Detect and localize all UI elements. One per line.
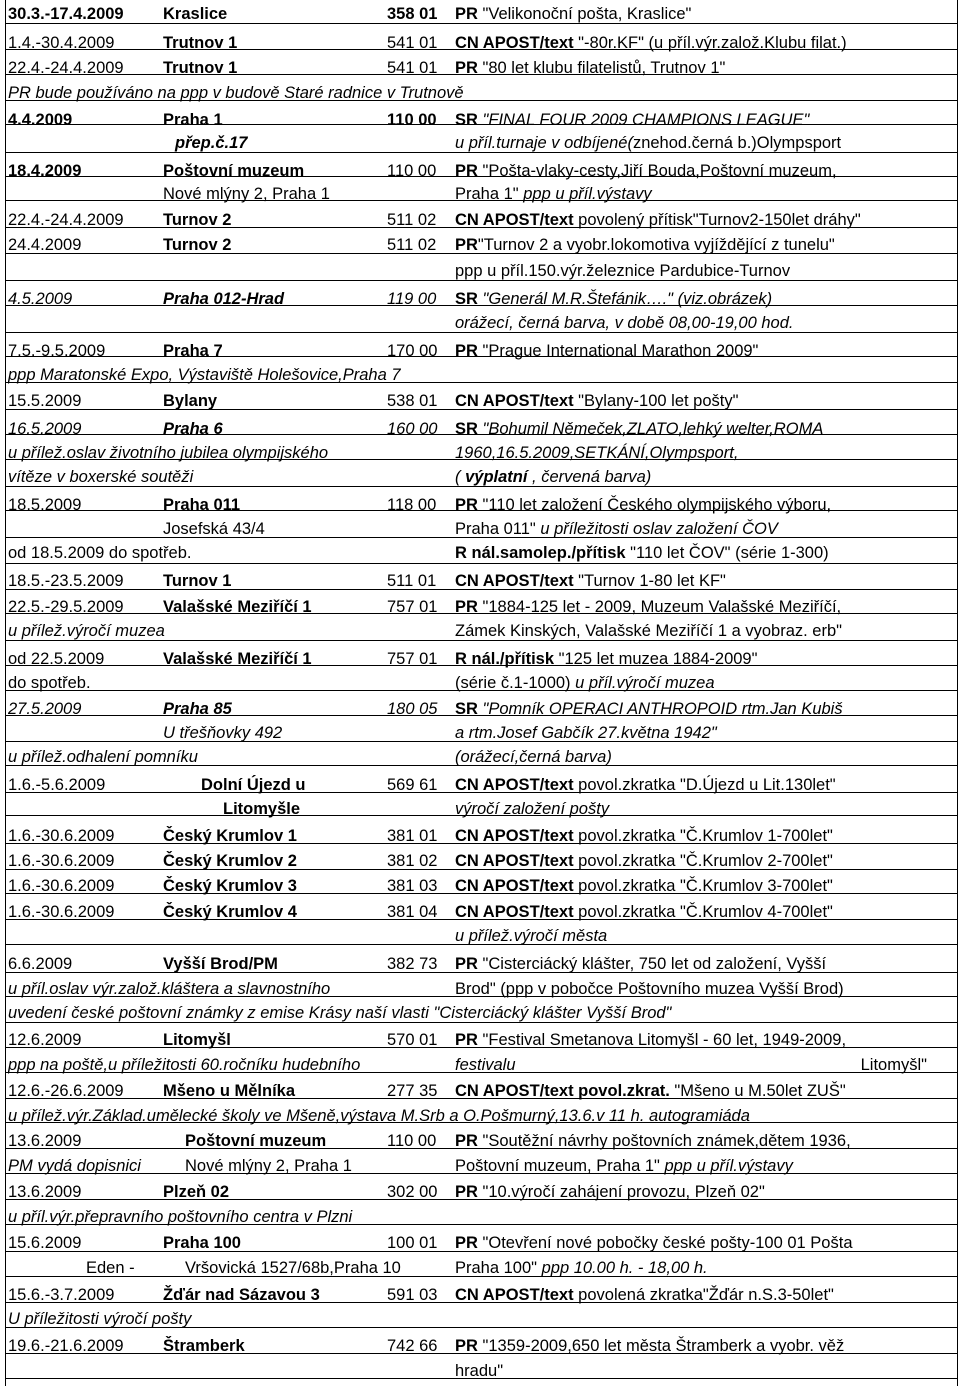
entry-note: PM vydá dopisnici <box>8 1157 141 1175</box>
postmark-description <box>455 851 957 871</box>
entry-date: 22.5.-29.5.2009 <box>8 598 124 616</box>
post-office: Český Krumlov 2 <box>163 852 297 870</box>
entry-date: 1.6.-30.6.2009 <box>8 877 115 895</box>
postal-code: 119 00 <box>387 290 437 308</box>
description-segment: "Soutěžní návrhy poštovních známek,dětem 1936, <box>477 1132 851 1150</box>
post-office: Praha 6 <box>163 420 223 438</box>
entry-date: 22.4.-24.4.2009 <box>8 211 124 229</box>
description-segment: CN APOST/text <box>455 211 574 229</box>
border-rule <box>957 0 958 1386</box>
post-office: Štramberk <box>163 1337 245 1355</box>
postmark-description <box>455 1081 957 1101</box>
postmark-description <box>455 133 957 153</box>
postmark-description <box>455 747 957 767</box>
postal-code: 381 03 <box>387 877 438 895</box>
post-office: Turnov 1 <box>163 572 232 590</box>
post-office: Kraslice <box>163 5 228 23</box>
entry-date: do spotřeb. <box>8 674 91 692</box>
postmark-description <box>455 926 957 946</box>
row-rule <box>5 563 958 564</box>
description-segment: povol.zkratka "D.Újezd u Lit.130let" <box>573 776 836 794</box>
postmark-description <box>455 1233 957 1253</box>
entry-date: od 22.5.2009 <box>8 650 105 668</box>
entry-date: 13.6.2009 <box>8 1183 82 1201</box>
postal-code: 538 01 <box>387 392 438 410</box>
description-segment: PR <box>455 1183 478 1201</box>
description-segment: (série č.1-1000) <box>455 674 576 692</box>
entry-note: U příležitosti výročí pošty <box>8 1310 192 1328</box>
description-segment: R nál./přítisk <box>455 650 555 668</box>
post-office: Nové mlýny 2, Praha 1 <box>163 185 330 203</box>
description-segment: PR <box>455 1337 478 1355</box>
post-office: Vyšší Brod/PM <box>163 955 278 973</box>
description-segment: "125 let muzea 1884-2009" <box>554 650 758 668</box>
description-segment: ppp u příl.150.výr.železnice Pardubice-Turnov <box>455 262 791 280</box>
description-segment: výplatní <box>465 468 528 486</box>
entry-note: vítěze v boxerské soutěži <box>8 468 194 486</box>
description-segment: "Generál M.R.Štefánik…." (viz.obrázek) <box>477 290 773 308</box>
postmark-description <box>455 289 957 309</box>
postmark-description <box>455 1336 957 1356</box>
post-office: Český Krumlov 4 <box>163 903 297 921</box>
description-segment: "Festival Smetanova Litomyšl - 60 let, 1949-2009, <box>477 1031 847 1049</box>
entry-date: 1.4.-30.4.2009 <box>8 34 115 52</box>
entry-date: 27.5.2009 <box>8 700 82 718</box>
postal-code: 757 01 <box>387 598 438 616</box>
postmark-description <box>455 4 957 24</box>
postal-code: 381 01 <box>387 827 438 845</box>
postmark-description <box>455 33 957 53</box>
entry-note: u příl.výr.přepravního poštovního centra v Plzni <box>8 1208 353 1226</box>
post-office: Turnov 2 <box>163 236 232 254</box>
postmark-description <box>455 110 957 130</box>
description-segment: festivalu <box>455 1056 516 1074</box>
entry-note: u příl.oslav výr.založ.kláštera a slavnostního <box>8 980 331 998</box>
entry-date: 15.5.2009 <box>8 392 82 410</box>
post-office: Český Krumlov 1 <box>163 827 297 845</box>
description-segment: , červená barva) <box>527 468 652 486</box>
description-segment: Praha 1" <box>455 185 524 203</box>
post-office: Český Krumlov 3 <box>163 877 297 895</box>
description-segment: SR <box>455 111 478 129</box>
entry-note: u přílež.odhalení pomníku <box>8 748 198 766</box>
postmark-description <box>455 313 957 333</box>
description-segment: "Pošta-vlaky-cesty,Jiří Bouda,Poštovní muzeum, <box>477 162 837 180</box>
description-segment: PR <box>455 1234 478 1252</box>
description-segment: "1884-125 let - 2009, Muzeum Valašské Meziříčí, <box>477 598 842 616</box>
post-office: Bylany <box>163 392 218 410</box>
entry-note: ppp na poště,u příležitosti 60.ročníku hudebního <box>8 1056 361 1074</box>
description-segment: znehod.černá b.)Olympsport <box>632 134 842 152</box>
entry-note: u přílež.výročí muzea <box>8 622 165 640</box>
postmark-description <box>455 235 957 255</box>
postal-code: 381 04 <box>387 903 438 921</box>
description-segment: Brod" (ppp v pobočce Poštovního muzea Vyšší Brod) <box>455 980 844 998</box>
postmark-description <box>455 649 957 669</box>
description-segment: CN APOST/text <box>455 572 574 590</box>
description-segment: u příl.výročí muzea <box>575 674 715 692</box>
description-segment: "110 let ČOV" (série 1-300) <box>625 544 829 562</box>
postal-code: 170 00 <box>387 342 438 360</box>
description-segment: povol.zkratka "Č.Krumlov 2-700let" <box>573 852 833 870</box>
description-segment: "Otevření nové pobočky české pošty-100 01 Pošta <box>477 1234 853 1252</box>
description-segment: "1359-2009,650 let města Štramberk a vyobr. věž <box>477 1337 845 1355</box>
description-segment: PR <box>455 598 478 616</box>
postal-code: 511 02 <box>387 236 437 254</box>
postmark-description <box>455 467 957 487</box>
description-segment: SR <box>455 420 478 438</box>
postmark-description <box>455 699 957 719</box>
description-segment: Praha 100" <box>455 1259 542 1277</box>
description-segment: (orážecí,černá barva) <box>455 748 612 766</box>
entry-date: 1.6.-30.6.2009 <box>8 903 115 921</box>
entry-date: 1.6.-30.6.2009 <box>8 852 115 870</box>
border-rule <box>5 0 6 1386</box>
post-office: Trutnov 1 <box>163 34 238 52</box>
description-segment: povol.zkratka "Č.Krumlov 3-700let" <box>573 877 833 895</box>
postmark-description <box>455 876 957 896</box>
post-office: Turnov 2 <box>163 211 232 229</box>
description-segment: Zámek Kinských, Valašské Meziříčí 1 a vyobraz. erb" <box>455 622 843 640</box>
post-office: Praha 100 <box>163 1234 241 1252</box>
postmark-description <box>455 1030 957 1050</box>
description-segment: Praha 011" <box>455 520 541 538</box>
description-segment: SR <box>455 290 478 308</box>
description-segment: Litomyšl" <box>860 1056 927 1074</box>
description-segment: PR <box>455 955 478 973</box>
description-segment: CN APOST/text <box>455 1286 574 1304</box>
description-segment: PR <box>455 162 478 180</box>
description-segment: CN APOST/text <box>455 776 574 794</box>
description-segment: PR <box>455 59 478 77</box>
post-office: přep.č.17 <box>175 134 248 152</box>
description-segment: "Turnov 2 a vyobr.lokomotiva vyjíždějící z tunelu" <box>477 236 835 254</box>
postal-code: 511 01 <box>387 572 437 590</box>
postmark-description <box>455 341 957 361</box>
description-segment: "110 let založení Českého olympijského výboru, <box>477 496 832 514</box>
description-segment: "Prague International Marathon 2009" <box>477 342 759 360</box>
postal-code: 110 00 <box>387 162 437 180</box>
post-office: Praha 1 <box>163 111 223 129</box>
postmark-description <box>455 775 957 795</box>
post-office-address: Nové mlýny 2, Praha 1 <box>185 1157 352 1175</box>
postal-code: 381 02 <box>387 852 438 870</box>
post-office: Valašské Meziříčí 1 <box>163 598 312 616</box>
postal-code: 302 00 <box>387 1183 438 1201</box>
postmark-description <box>455 597 957 617</box>
entry-date: 24.4.2009 <box>8 236 82 254</box>
postal-code: 569 61 <box>387 776 438 794</box>
entry-date: 16.5.2009 <box>8 420 82 438</box>
post-office: Mšeno u Mělníka <box>163 1082 296 1100</box>
description-segment: CN APOST/text <box>455 903 574 921</box>
description-segment: ( <box>455 468 466 486</box>
postmark-description <box>455 799 957 819</box>
description-segment: "Mšeno u M.50let ZUŠ" <box>669 1082 846 1100</box>
postmark-description <box>455 210 957 230</box>
post-office: Dolní Újezd u <box>201 776 306 794</box>
entry-note: u přílež.oslav životního jubilea olympijského <box>8 444 329 462</box>
post-office: Plzeň 02 <box>163 1183 230 1201</box>
entry-date: 19.6.-21.6.2009 <box>8 1337 124 1355</box>
entry-note: u přílež.výr.Základ.umělecké školy ve Mšeně,výstava M.Srb a O.Pošmurný,13.6.v 11 h. autogramiáda <box>8 1107 750 1125</box>
postmark-description <box>455 902 957 922</box>
description-segment: 1960,16.5.2009,SETKÁNÍ,Olympsport, <box>455 444 739 462</box>
description-segment: SR <box>455 700 478 718</box>
description-segment: "10.výročí zahájení provozu, Plzeň 02" <box>477 1183 765 1201</box>
entry-note: od 18.5.2009 do spotřeb. <box>8 544 192 562</box>
entry-date: 7.5.-9.5.2009 <box>8 342 106 360</box>
post-office: Žďár nad Sázavou 3 <box>163 1286 320 1304</box>
description-segment: "Velikonoční pošta, Kraslice" <box>477 5 692 23</box>
postal-code: 511 02 <box>387 211 437 229</box>
postal-code: 110 00 <box>387 111 437 129</box>
postmark-description <box>455 58 957 78</box>
description-segment: ppp 10.00 h. - 18,00 h. <box>541 1259 708 1277</box>
description-segment: "Bylany-100 let pošty" <box>573 392 739 410</box>
post-office: Valašské Meziříčí 1 <box>163 650 312 668</box>
entry-date: 15.6.-3.7.2009 <box>8 1286 115 1304</box>
description-segment: CN APOST/text <box>455 827 574 845</box>
postmark-description <box>455 1156 957 1176</box>
postal-code: 100 01 <box>387 1234 438 1252</box>
entry-date: 12.6.-26.6.2009 <box>8 1082 124 1100</box>
description-segment: CN APOST/text povol.zkrat. <box>455 1082 670 1100</box>
entry-date: 15.6.2009 <box>8 1234 82 1252</box>
postal-code: 541 01 <box>387 59 438 77</box>
postal-code: 382 73 <box>387 955 438 973</box>
postal-code: 570 01 <box>387 1031 438 1049</box>
postmark-description <box>455 571 957 591</box>
entry-date: 1.6.-30.6.2009 <box>8 827 115 845</box>
description-segment: CN APOST/text <box>455 392 574 410</box>
post-office: Poštovní muzeum <box>185 1132 327 1150</box>
postmark-description <box>455 519 957 539</box>
postmark-description <box>455 391 957 411</box>
entry-date: 12.6.2009 <box>8 1031 82 1049</box>
entry-date: 13.6.2009 <box>8 1132 82 1150</box>
description-segment: u příl.turnaje v odbíjené( <box>455 134 633 152</box>
post-office: Trutnov 1 <box>163 59 238 77</box>
postmark-description <box>455 495 957 515</box>
description-segment: PR <box>455 1132 478 1150</box>
postmark-description <box>455 673 957 693</box>
description-segment: "Cisterciácký klášter, 750 let od založení, Vyšší <box>477 955 827 973</box>
postmark-description <box>455 826 957 846</box>
post-office: Praha 7 <box>163 342 223 360</box>
post-office: Josefská 43/4 <box>163 520 265 538</box>
post-office-address: Vršovická 1527/68b,Praha 10 <box>185 1259 401 1277</box>
entry-note: ppp Maratonské Expo, Výstaviště Holešovice,Praha 7 <box>8 366 401 384</box>
description-segment: u přílež.výročí města <box>455 927 608 945</box>
postal-code: 742 66 <box>387 1337 438 1355</box>
entry-date: 22.4.-24.4.2009 <box>8 59 124 77</box>
postal-code: 757 01 <box>387 650 438 668</box>
description-segment: PR <box>455 496 478 514</box>
postmark-description <box>455 1182 957 1202</box>
description-segment: ppp u příl.výstavy <box>664 1157 793 1175</box>
postmark-description <box>455 1361 957 1381</box>
entry-date: 4.5.2009 <box>8 290 73 308</box>
post-office: Praha 85 <box>163 700 232 718</box>
description-segment: R nál.samolep./přítisk <box>455 544 626 562</box>
description-segment: "Pomník OPERACI ANTHROPOID rtm.Jan Kubiš <box>477 700 843 718</box>
entry-date: 18.5.-23.5.2009 <box>8 572 124 590</box>
description-segment: hradu" <box>455 1362 504 1380</box>
description-segment: "-80r.KF" (u příl.výr.založ.Klubu filat.) <box>573 34 847 52</box>
description-segment: PR <box>455 1031 478 1049</box>
postmark-description <box>455 723 957 743</box>
postmark-description <box>455 1258 957 1278</box>
postmark-description <box>455 543 957 563</box>
description-segment: výročí založení pošty <box>455 800 610 818</box>
postmark-description <box>455 1285 957 1305</box>
description-segment: "FINAL FOUR 2009 CHAMPIONS LEAGUE" <box>477 111 810 129</box>
description-segment: CN APOST/text <box>455 34 574 52</box>
post-office: Praha 011 <box>163 496 241 514</box>
post-office: Poštovní muzeum <box>163 162 305 180</box>
postal-code: 358 01 <box>387 5 438 23</box>
postmark-description <box>455 979 957 999</box>
entry-note: PR bude používáno na ppp v budově Staré radnice v Trutnově <box>8 84 464 102</box>
post-office: Litomyšl <box>163 1031 231 1049</box>
postmark-description <box>455 261 957 281</box>
postmark-description <box>455 954 957 974</box>
postal-code: 180 05 <box>387 700 438 718</box>
entry-date: 18.5.2009 <box>8 496 82 514</box>
postmark-description <box>455 184 957 204</box>
description-segment: PR <box>455 5 478 23</box>
postal-code: 110 00 <box>387 1132 437 1150</box>
postal-code: 118 00 <box>387 496 437 514</box>
post-office: Litomyšle <box>223 800 301 818</box>
entry-date: 30.3.-17.4.2009 <box>8 5 124 23</box>
description-segment: povolený přítisk"Turnov2-150let dráhy" <box>573 211 861 229</box>
description-segment: a rtm.Josef Gabčík 27.května 1942" <box>455 724 717 742</box>
description-segment: povolená zkratka"Žďár n.S.3-50let" <box>573 1286 834 1304</box>
postal-code: 591 03 <box>387 1286 438 1304</box>
description-segment: CN APOST/text <box>455 877 574 895</box>
entry-date: 18.4.2009 <box>8 162 82 180</box>
description-segment: PR <box>455 236 478 254</box>
postal-code: 277 35 <box>387 1082 438 1100</box>
entry-date: 6.6.2009 <box>8 955 73 973</box>
entry-note: uvedení české poštovní známky z emise Krásy naší vlasti "Cisterciácký klášter Vyšší Brod" <box>8 1004 672 1022</box>
postmark-description <box>455 419 957 439</box>
description-segment: povol.zkratka "Č.Krumlov 4-700let" <box>573 903 833 921</box>
postal-code: 160 00 <box>387 420 438 438</box>
postmark-description <box>455 621 957 641</box>
postal-code: 541 01 <box>387 34 438 52</box>
post-office: U třešňovky 492 <box>163 724 283 742</box>
post-office: Praha 012-Hrad <box>163 290 285 308</box>
description-segment: Poštovní muzeum, Praha 1" <box>455 1157 665 1175</box>
description-segment: PR <box>455 342 478 360</box>
description-segment: ppp u příl.výstavy <box>523 185 652 203</box>
description-segment: povol.zkratka "Č.Krumlov 1-700let" <box>573 827 833 845</box>
description-segment: "Bohumil Němeček,ZLATO,lehký welter,ROMA <box>477 420 824 438</box>
description-segment: u příležitosti oslav založení ČOV <box>540 520 778 538</box>
postmark-description <box>455 1131 957 1151</box>
description-segment: "80 let klubu filatelistů, Trutnov 1" <box>477 59 726 77</box>
entry-date: Eden - <box>86 1259 135 1277</box>
description-segment: orážecí, černá barva, v době 08,00-19,00 hod. <box>455 314 794 332</box>
postmark-description <box>455 1055 957 1075</box>
postmark-description <box>455 443 957 463</box>
entry-date: 1.6.-5.6.2009 <box>8 776 106 794</box>
postmark-description <box>455 161 957 181</box>
description-segment: "Turnov 1-80 let KF" <box>573 572 726 590</box>
entry-date: 4.4.2009 <box>8 111 73 129</box>
description-segment: CN APOST/text <box>455 852 574 870</box>
